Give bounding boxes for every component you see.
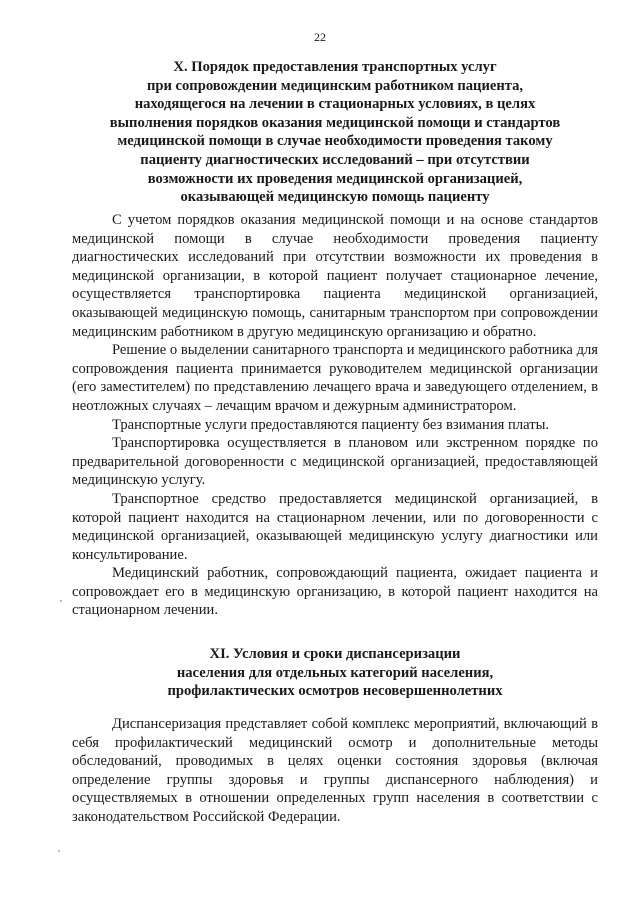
section-11-title-line: профилактических осмотров несовершеннолетних xyxy=(167,683,503,700)
section-11-body xyxy=(72,715,598,827)
section-10-title-line: выполнения порядков оказания медицинской помощи и стандартов xyxy=(109,114,561,131)
paragraph: Транспортные услуги предоставляются пациенту без взимания платы. xyxy=(112,416,550,433)
paragraph: Диспансеризация представляет собой комплекс мероприятий, включающий в себя профилактический медицинский осмотр и дополнительные методы обследований, проводимых в целях оценки состояния здоровья (включая определение группы здоровья и группы диспансерного наблюдения) и осуществляемых в отношении определенных групп населения в соответствии с законодательством Российской Федерации. xyxy=(72,716,598,825)
section-11-title-line: XI. Условия и сроки диспансеризации xyxy=(209,646,461,662)
paragraph: Медицинский работник, сопровождающий пациента, ожидает пациента и сопровождает его в медицинскую организацию, в которой пациент находится на стационарном лечении. xyxy=(72,565,598,619)
section-10-title-line: возможности их проведения медицинской организацией, xyxy=(147,170,523,187)
section-10-title xyxy=(70,58,600,207)
section-10-title-line: пациенту диагностических исследований – при отсутствии xyxy=(140,151,530,168)
section-10-title-line: медицинской помощи в случае необходимости проведения такому xyxy=(117,133,553,150)
section-11-title xyxy=(70,645,600,701)
scan-speck xyxy=(58,850,60,852)
paragraph: Транспортное средство предоставляется медицинской организацией, в которой пациент находится на стационарном лечении, или по договоренности с медицинской организацией, оказывающей медицинскую услугу диагностики или консультирование. xyxy=(72,490,598,563)
scan-speck xyxy=(60,600,62,602)
paragraph: С учетом порядков оказания медицинской помощи и на основе стандартов медицинской помощи в случае необходимости проведения пациенту диагностических исследований при отсутствии возможности их проведения в медицинской организации, в которой пациент получает стационарное лечение, осуществляется транспортировка пациента медицинской организацией, оказывающей медицинскую помощь, санитарным транспортом при сопровождении медицинским работником в другую медицинскую организацию и обратно. xyxy=(72,212,598,340)
section-10-title-line: оказывающей медицинскую помощь пациенту xyxy=(180,189,490,206)
section-10-title-line: при сопровождении медицинским работником пациента, xyxy=(146,77,524,94)
section-10-title-line: X. Порядок предоставления транспортных услуг xyxy=(173,59,497,75)
section-10-body xyxy=(72,211,598,620)
page-number: 22 xyxy=(314,30,326,44)
section-11-title-line: населения для отдельных категорий населения, xyxy=(176,664,494,681)
section-10-title-line: находящегося на лечении в стационарных условиях, в целях xyxy=(134,96,536,113)
paragraph: Транспортировка осуществляется в плановом или экстренном порядке по предварительной договоренности с медицинской организацией, предоставляющей медицинскую услугу. xyxy=(72,435,598,489)
paragraph: Решение о выделении санитарного транспорта и медицинского работника для сопровождения пациента принимается руководителем медицинской организации (его заместителем) по представлению лечащего врача и заведующего отделением, в неотложных случаях – лечащим врачом и дежурным администратором. xyxy=(72,342,598,414)
